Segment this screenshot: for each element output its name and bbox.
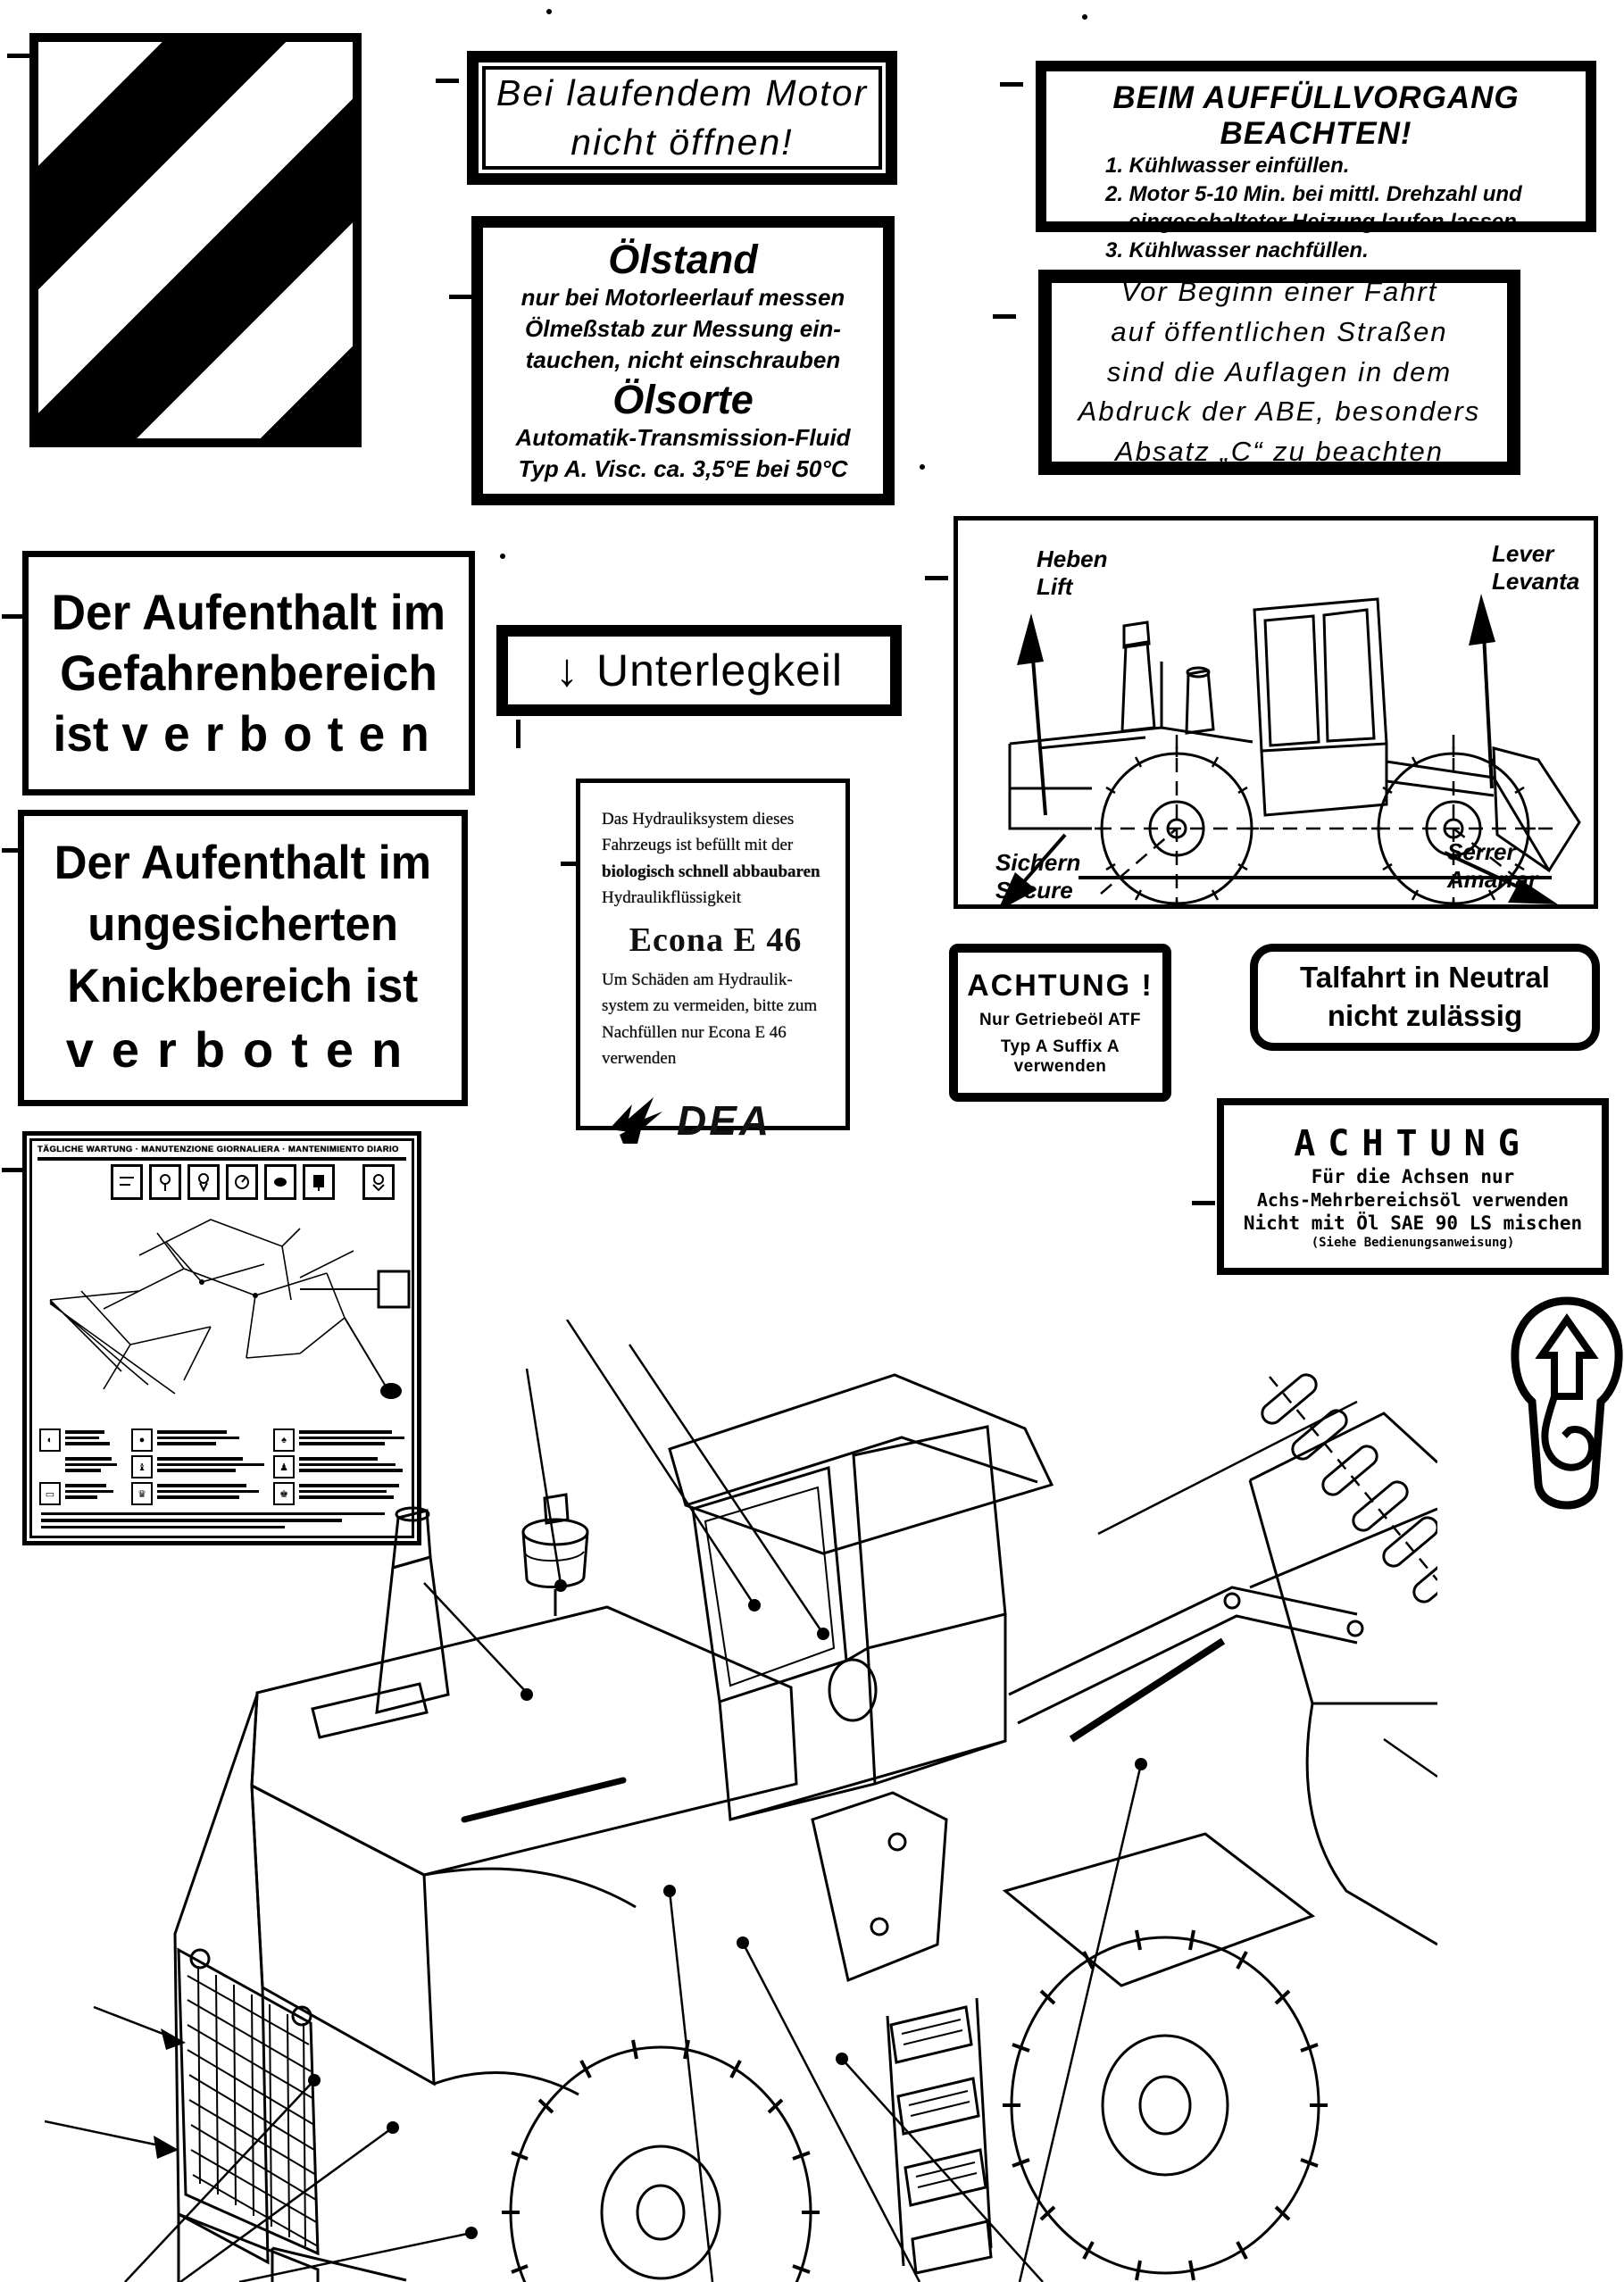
tick-mark <box>1192 1201 1215 1205</box>
decal-motor-warning-text <box>482 66 882 170</box>
oil-type-line2: Typ A. Visc. ca. 3,5°E bei 50°C <box>518 455 848 483</box>
hazard-stripes-decal <box>29 33 362 447</box>
road-line4: Abdruck der ABE, besonders <box>1078 396 1481 428</box>
wheel-chock-label: Unterlegkeil <box>595 645 843 695</box>
decal-danger-zone: Der Aufenthalt im Gefahrenbereich ist verboten <box>22 551 475 795</box>
maintenance-symbol-1-icon <box>111 1164 143 1200</box>
maintenance-symbol-5-icon <box>264 1164 296 1200</box>
tick-mark <box>925 576 948 580</box>
tick-mark <box>516 720 521 748</box>
legend-entry: ♟ <box>273 1455 404 1478</box>
spaced-verboten: verboten <box>121 705 445 762</box>
label-serrer-amarrar: Serrer Amarrar <box>1447 838 1538 894</box>
divider <box>37 1157 406 1161</box>
motor-line1: Bei laufendem Motor <box>496 71 869 113</box>
maintenance-symbol-4-icon <box>226 1164 258 1200</box>
decal-hydraulic-fluid-dea: Das Hydrauliksystem dieses Fahrzeugs ist befüllt mit der biologisch schnell abbaubaren Hydraulikflüssigkeit Econa E 46 Um Schäden am Hydraulik- system zu vermeiden, bitte zum Nachfüllen nur Econa E 46 verwenden DEA <box>576 779 850 1130</box>
label-sichern-secure: Sichern Secure <box>995 849 1081 904</box>
scan-speck <box>920 464 925 470</box>
legend-entry: ♛ <box>131 1482 264 1505</box>
product-name: Econa E 46 <box>629 920 803 959</box>
legend-entry: ◐ <box>39 1428 122 1452</box>
oil-type-title: Ölsorte <box>612 376 754 422</box>
wheel-loader-isometric-drawing <box>45 1320 1437 2282</box>
maintenance-symbol-3-icon <box>187 1164 220 1200</box>
lifting-point-icon <box>1511 1296 1623 1525</box>
maintenance-symbol-7-icon <box>362 1164 395 1200</box>
coolant-title: BEIM AUFFÜLLVORGANG BEACHTEN! <box>1112 80 1520 151</box>
road-line1: Vor Beginn einer Fahrt <box>1120 275 1438 307</box>
tick-mark <box>1000 82 1023 87</box>
decal-public-road <box>1038 270 1520 475</box>
motor-line2: nicht öffnen! <box>570 121 794 162</box>
maintenance-symbol-2-icon <box>149 1164 181 1200</box>
tick-mark <box>7 54 30 58</box>
label-heben-lift: Heben Lift <box>1037 546 1108 601</box>
spaced-verboten: verboten <box>65 1020 421 1078</box>
scan-speck <box>500 554 505 559</box>
label-lever-levanta: Lever Levanta <box>1492 540 1580 595</box>
tick-mark <box>436 79 459 83</box>
down-arrow-icon: ↓ <box>554 645 579 696</box>
decal-downhill-neutral: Talfahrt in Neutral nicht zulässig <box>1250 944 1600 1051</box>
legend-entry: ▭ <box>39 1482 122 1505</box>
coolant-step-3: 3. Kühlwasser nachfüllen. <box>1105 238 1369 263</box>
tick-mark <box>449 295 472 299</box>
dea-brand: DEA <box>677 1096 772 1144</box>
tiedown-lifting-diagram <box>954 516 1598 909</box>
legend-entry: ♝ <box>131 1455 264 1478</box>
decal-articulation-zone: Der Aufenthalt im ungesicherten Knickbereich ist verboten <box>18 810 468 1106</box>
coolant-step-2: 2. Motor 5-10 Min. bei mittl. Drehzahl und <box>1105 181 1522 206</box>
tick-mark <box>993 314 1016 319</box>
decal-transmission-oil: ACHTUNG ! Nur Getriebeöl ATF Typ A Suffix A verwenden <box>949 944 1171 1102</box>
road-line3: sind die Auflagen in dem <box>1106 355 1453 387</box>
decal-coolant-filling <box>1036 61 1596 263</box>
dea-eagle-icon <box>607 1095 664 1145</box>
coolant-step-2b: eingeschalteter Heizung laufen lassen. <box>1128 210 1523 235</box>
maintenance-symbol-6-icon <box>303 1164 335 1200</box>
decal-axle-oil: ACHTUNG Für die Achsen nur Achs-Mehrbereichsöl verwenden Nicht mit Öl SAE 90 LS mischen (Siehe Bedienungsanweisung) <box>1217 1098 1609 1275</box>
oil-level-line1: nur bei Motorleerlauf messen <box>521 284 845 312</box>
decal-oil-level <box>471 216 895 505</box>
oil-level-line3: tauchen, nicht einschrauben <box>525 346 841 374</box>
legend-entry: ♠ <box>273 1428 404 1452</box>
coolant-step-1: 1. Kühlwasser einfüllen. <box>1105 154 1350 178</box>
road-line5: Absatz „C“ zu beachten <box>1115 436 1444 468</box>
legend-entry: ● <box>131 1428 264 1452</box>
legend-entry: ♚ <box>273 1482 404 1505</box>
oil-level-line2: Ölmeßstab zur Messung ein- <box>525 315 841 343</box>
scan-speck <box>1082 14 1087 20</box>
scan-speck <box>546 9 552 14</box>
oil-level-title: Ölstand <box>608 236 758 282</box>
road-line2: auf öffentlichen Straßen <box>1111 315 1448 347</box>
maintenance-chart-title: TÄGLICHE WARTUNG · MANUTENZIONE GIORNALIERA · MANTENIMIENTO DIARIO <box>37 1145 399 1154</box>
oil-type-line1: Automatik-Transmission-Fluid <box>515 424 851 452</box>
decal-motor-warning <box>467 51 897 185</box>
decal-wheel-chock <box>496 625 902 716</box>
